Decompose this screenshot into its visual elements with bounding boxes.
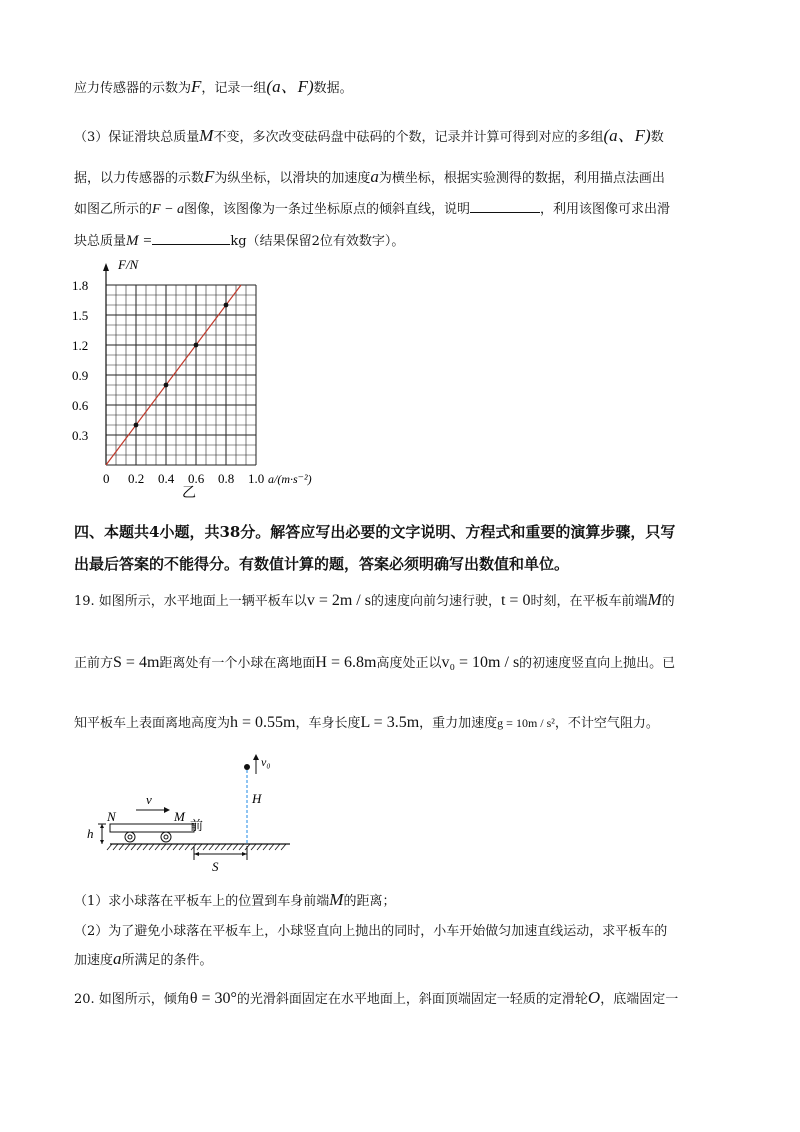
data-point — [164, 383, 169, 388]
hatch-line — [137, 844, 142, 850]
x-tick-label: 0.4 — [158, 471, 175, 486]
hatch-line — [275, 844, 280, 850]
hatch-line — [167, 844, 172, 850]
x-tick-label: 0.8 — [218, 471, 235, 486]
x-tick-label: 0.2 — [128, 471, 145, 486]
label-h: h — [87, 826, 94, 841]
section4-line1: 四、本题共4小题，共38分。解答应写出必要的文字说明、方程式和重要的演算步骤，只写 — [74, 523, 676, 541]
chart-caption: 乙 — [182, 485, 196, 500]
x-tick-label: 0 — [103, 471, 110, 486]
ball — [244, 764, 250, 770]
q19-sub1: （1）求小球落在平板车上的位置到车身前端M的距离； — [74, 890, 396, 909]
chart-grid — [106, 285, 256, 465]
hatch-line — [221, 844, 226, 850]
hatch-line — [185, 844, 190, 850]
answer-blank-2[interactable] — [152, 232, 230, 245]
hatch-line — [209, 844, 214, 850]
hatch-line — [269, 844, 274, 850]
hatch-line — [263, 844, 268, 850]
label-S: S — [212, 859, 219, 874]
label-v: v — [146, 792, 152, 807]
para2-line1: （3）保证滑块总质量M不变，多次改变砝码盘中砝码的个数，记录并计算可得到对应的多组(a、F)数 — [74, 126, 664, 145]
hatch-line — [119, 844, 124, 850]
y-tick-label: 1.5 — [72, 308, 89, 323]
x-tick-label: 1.0 — [248, 471, 265, 486]
para2-line2: 据，以力传感器的示数F为纵坐标，以滑块的加速度a为横坐标，根据实验测得的数据，利用描点法画出 — [74, 167, 665, 186]
y-tick-label: 1.2 — [72, 338, 89, 353]
hatch-line — [257, 844, 262, 850]
para2-line3: 如图乙所示的F − a图像，该图像为一条过坐标原点的倾斜直线，说明 ，利用该图像可求出滑 — [74, 202, 671, 217]
hatch-line — [125, 844, 130, 850]
para1-line: 应力传感器的示数为F，记录一组(a、F)数据。 — [74, 77, 353, 96]
label-H: H — [252, 791, 262, 806]
y-tick-label: 0.3 — [72, 428, 89, 443]
hatch-line — [155, 844, 160, 850]
x-axis-label: a/(m·s⁻²) — [268, 472, 312, 486]
ground-hatching — [107, 844, 286, 850]
y-tick-label: 0.9 — [72, 368, 89, 383]
q20-line: 20. 如图所示，倾角θ = 30°的光滑斜面固定在水平地面上，斜面顶端固定一轻质的定滑轮O，底端固定一 — [74, 988, 679, 1007]
cart-body — [110, 824, 194, 832]
hatch-line — [161, 844, 166, 850]
para2-line4: 块总质量M = kg（结果保留2位有效数字）。 — [74, 233, 405, 249]
hatch-line — [239, 844, 244, 850]
hatch-line — [107, 844, 112, 850]
f-a-chart — [70, 255, 330, 500]
q19-line1: 19. 如图所示，水平地面上一辆平板车以v = 2m / s的速度向前匀速行驶，t = 0时刻，在平板车前端M的 — [74, 590, 675, 609]
q19-line2: 正前方S = 4m距离处有一个小球在离地面H = 6.8m高度处正以v₀ = 10m / s的初速度竖直向上抛出。已 — [74, 654, 676, 671]
hatch-line — [149, 844, 154, 850]
hatch-line — [179, 844, 184, 850]
q19-figure — [80, 752, 320, 877]
y-tick-label: 0.6 — [72, 398, 89, 413]
var-aF: (a、F) — [266, 77, 314, 96]
q19-sub2: （2）为了避免小球落在平板车上，小球竖直向上抛出的同时，小车开始做匀加速直线运动，求平板车的 — [74, 924, 668, 939]
y-axis-arrow — [103, 263, 109, 271]
label-front: 前 — [190, 819, 204, 834]
hatch-line — [227, 844, 232, 850]
q19-sub3: 加速度a所满足的条件。 — [74, 949, 213, 968]
label-N: N — [107, 809, 116, 824]
data-point — [224, 303, 229, 308]
var-F: F — [191, 77, 202, 96]
hatch-line — [131, 844, 136, 850]
y-tick-label: 1.8 — [72, 278, 89, 293]
hatch-line — [233, 844, 238, 850]
data-point — [194, 343, 199, 348]
q19-line3: 知平板车上表面离地高度为h = 0.55m，车身长度L = 3.5m，重力加速度g = 10m / s²，不计空气阻力。 — [74, 714, 659, 731]
hatch-line — [197, 844, 202, 850]
x-tick-label: 0.6 — [188, 471, 205, 486]
hatch-line — [143, 844, 148, 850]
hatch-line — [251, 844, 256, 850]
data-point — [134, 423, 139, 428]
hatch-line — [173, 844, 178, 850]
hatch-line — [215, 844, 220, 850]
section4-line2: 出最后答案的不能得分。有数值计算的题，答案必须明确写出数值和单位。 — [74, 555, 570, 573]
hatch-line — [281, 844, 286, 850]
hatch-line — [113, 844, 118, 850]
hatch-line — [203, 844, 208, 850]
label-M: M — [174, 809, 185, 824]
y-axis-label: F/N — [118, 257, 139, 272]
answer-blank-1[interactable] — [470, 200, 540, 213]
label-v0: v₀ — [261, 755, 271, 769]
